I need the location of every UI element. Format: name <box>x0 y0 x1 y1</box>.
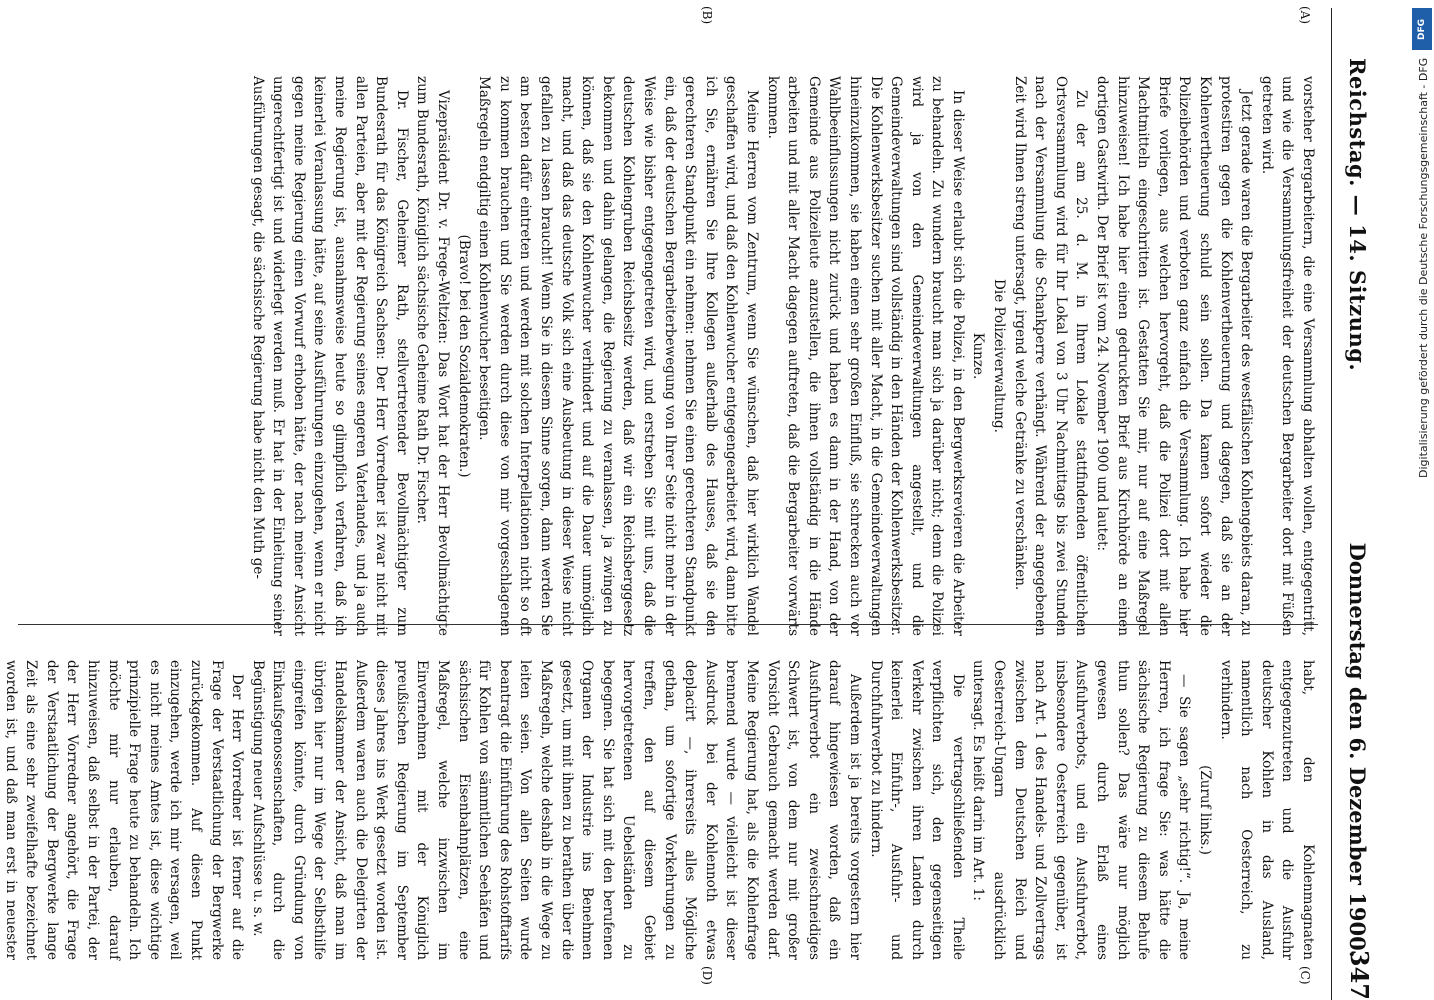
margin-marker-c: (C) <box>1298 966 1312 985</box>
quoted-letter: Zu der am 25. d. M. in Ihrem Lokale stattfindenden öffentlichen Ortsversammlung wird für Ihr Lokal von 3 Uhr Nachmittags bis zwei Stunden nach der Versammlung die Schankperre verhängt. Während der angegebenen Zeit wird Ihnen streng untersagt, irgend welche Getränke zu verschänken. <box>1011 76 1090 636</box>
margin-marker-d: (D) <box>700 966 714 985</box>
paragraph: habt, den Kohlenmagnaten entgegenzutreten und die Ausfuhr deutscher Kohlen in das Ausland, namentlich nach Oesterreich, zu verhindern. <box>1217 660 1316 960</box>
quoted-treaty: Die vertragschließenden Theile verpflichten sich, den gegenseitigen Verkehr zwischen ihren Landen durch keinerlei Einfuhr-, Ausfuhr- und Durchfuhrverbot zu hindern. <box>867 660 966 960</box>
header-title-right: Donnerstag den 6. Dezember 1900. <box>1345 542 1370 958</box>
letter-signature-name: Kunze. <box>970 332 987 380</box>
applause-note: (Bravo! bei den Sozialdemokraten.) <box>455 234 472 478</box>
paragraph: Der Herr Vorredner ist ferner auf die Frage der Verstaatlichung der Bergwerke zurückgekommen. Auf diesen Punkt einzugehen, werde ich mir versagen, weil es nicht meines Amtes ist, diese wichtige prinzipielle Frage heute zu behandeln. Ich möchte mir nur erlauben, darauf hinzuweisen, daß selbst in der Partei, der der Herr Vorredner angehört, die Frage der Verstaatlichung der Bergwerke lange Zeit als eine sehr zweifelhafte bezeichnet worden ist, und daß man erst in neuester <box>2 660 246 960</box>
paragraph: Jetzt gerade waren die Bergarbeiter des westfälischen Kohlengebiets daran, zu protestiren gegen die Kohlenvertheuerung und dagegen, daß sie an der Kohlenvertheuerung schuld sein sollen. Da kamen sofort wieder die Polizeibehörden und verboten ganz einfach die Versammlung. Ich habe hier Briefe vorliegen, aus welchen hervorgeht, daß die Polizei dort mit allen Machtmitteln eingeschritten ist. Gestatten Sie mir, nur auf eine Maßregel hinzuweisen! Ich habe hier einen gedruckten Brief aus Kirchhörde an einen dortigen Gastwirth. Der Brief ist vom 24. November 1900 und lautet: <box>1094 76 1255 636</box>
column-divider <box>18 624 1318 625</box>
header-title-left: Reichstag. — 14. Sitzung. <box>1345 58 1370 372</box>
margin-marker-b: (B) <box>700 6 714 25</box>
dfg-logo: DFG <box>1412 8 1432 50</box>
header-rule <box>1331 8 1332 1000</box>
page-header <box>1330 0 1374 1000</box>
page-number: 347 <box>1345 949 1374 1000</box>
paragraph: Außerdem ist ja bereits vorgestern hier darauf hingewiesen worden, daß ein Ausfuhrverbot ein zweischneidiges Schwert ist, von dem nur mit großer Vorsicht Gebrauch gemacht werden darf. Meine Regierung hat, als die Kohlenfrage brennend wurde — vielleicht ist dieser Ausdruck bei der Kohlennoth etwas deplacirt —, ihrerseits alles Mögliche gethan, um sofortige Vorkehrungen zu treffen, den auf diesem Gebiet hervorgetretenen Uebelständen zu begegnen. Sie hat sich mit den berufenen Organen der Industrie ins Benehmen gesetzt, um mit ihnen zu berathen über die Maßregeln, welche deshalb in die Wege zu leiten seien. Von allen Seiten wurde beantragt die Einführung des Rohstofftarifs für Kohlen von sämmtlichen Seehäfen und sächsischen Eisenbahnplätzen, eine Maßregel, welche inzwischen im Einvernehmen mit der Königlich preußischen Regierung im September dieses Jahres ins Werk gesetzt worden ist. Außerdem waren auch die Delegirten der Handelskammer der Ansicht, daß man im übrigen hier nur im Wege der Selbsthilfe eingreifen könnte, durch Gründung von Einkaufsgenossenschaften, durch die Begünstigung neuer Aufschlüsse u. s. w. <box>249 660 863 961</box>
paragraph: In dieser Weise erlaubt sich die Polizei, in den Bergwerksrevieren die Arbeiter zu behandeln. Zu wundern braucht man sich ja darüber nicht; denn die Polizei wird ja von den Gemeindeverwaltungen angestellt, und die Gemeindeverwaltungen sind vollständig in den Händen der Kohlenwerksbesitzer. Die Kohlenwerksbesitzer suchen mit aller Macht, in die Gemeindeverwaltungen hineinzukommen, sie haben einen sehr großen Einfluß, sie schrecken auch vor Wahlbeeinflussungen nicht zurück und haben es dann in der Hand, von der Gemeinde aus Polizeileute anzustellen, die ihnen vollständig in die Hände arbeiten und mit aller Macht dagegen auftreten, daß die Bergarbeiter vorwärts kommen. <box>764 76 966 636</box>
right-column <box>2 660 1318 961</box>
paragraph: Dr. Fischer, Geheimer Rath, stellvertretender Bevollmächtigter zum Bundesrath für das Königreich Sachsen: Der Herr Vorredner ist zwar nicht mit allen Parteien, aber mit der Regierung seines engeren Vaterlandes, und ja auch meine Regierung ist, ausnahmsweise heute so glimpflich verfahren, daß ich keinerlei Veranlassung hätte, auf seine Ausführungen einzugehen, wenn er nicht gegen meine Regierung einen Vorwurf erhoben hätte, der nach meiner Ansicht ungerechtfertigt ist und widerlegt werden muß. Er hat in der Einleitung seiner Ausführungen gesagt, die sächsische Regierung habe nicht den Muth ge- <box>249 76 410 636</box>
paragraph: vorsteher Bergarbeitern, die eine Versammlung abhalten wollen, entgegentritt, und wie die Versammlungsfreiheit der deutschen Bergarbeiter dort mit Füßen getreten wird. <box>1258 76 1316 636</box>
paragraph: Meine Herren vom Zentrum, wenn Sie wünschen, daß hier wirklich Wandel geschaffen wird, und daß den Kohlenwucher entgegengearbeitet wird, dann bitte ich Sie, ernähren Sie Ihre Kollegen außerhalb des Hauses, daß sie den gerechteren Standpunkt ein nehmen: nehmen Sie einen gerechteren Standpunkt ein, daß der deutschen Bergarbeiterbewegung von Ihrer Seite nicht mehr in der Weise wie bisher entgegengetreten wird, und erstreben Sie mit uns, daß die deutschen Kohlengruben Reichsbesitz werden, daß wir ein Reichsberggesetz bekommen und dahin gelangen, die Regierung zu veranlassen, ja zwingen zu können, daß sie den Kohlenwucher verhindert und auf die Dauer unmöglich macht, und daß das deutsche Volk sich eine Ausbeutung in dieser Weise nicht gefallen zu lassen braucht! Wenn Sie in diesem Sinne sorgen, dann werden Sie am besten dafür eintreten und werden mit solchen Interpellationen nicht so oft zu kommen brauchen und Sie werden durch diese von mir vorgeschlagenen Maßregeln endgiltig einen Kohlenwucher beseitigen. <box>476 76 760 636</box>
digitization-credit: Digitalisierung gefördert durch die Deutsche Forschungsgemeinschaft - DFG <box>1417 57 1430 478</box>
paragraph: — Sie sagen „sehr richtig!“. Ja, meine Herren, ich frage Sie: was hätte die sächsische Regierung zu diesem Behufe thun sollen? Das wäre nur möglich gewesen durch Erlaß eines Ausfuhrverbots, und ein Ausfuhrverbot, insbesondere Oesterreich gegenüber, ist nach Art. 1 des Handels- und Zollvertrags zwischen dem Deutschen Reich und Oesterreich-Ungarn ausdrücklich untersagt. Es heißt darin im Art. 1: <box>970 660 1193 960</box>
letter-signature-office: Die Polizeiverwaltung. <box>991 279 1008 433</box>
interjection-note: (Zuruf links.) <box>1197 765 1214 855</box>
speaker-announcement: Vizepräsident Dr. v. Frege-Weltzien: Das Wort hat der Herr Bevollmächtigte zum Bundesrath, Königlich sächsische Geheime Rath Dr. Fischer. <box>414 76 452 636</box>
left-column <box>18 40 1318 636</box>
margin-marker-a: (A) <box>1298 6 1312 25</box>
